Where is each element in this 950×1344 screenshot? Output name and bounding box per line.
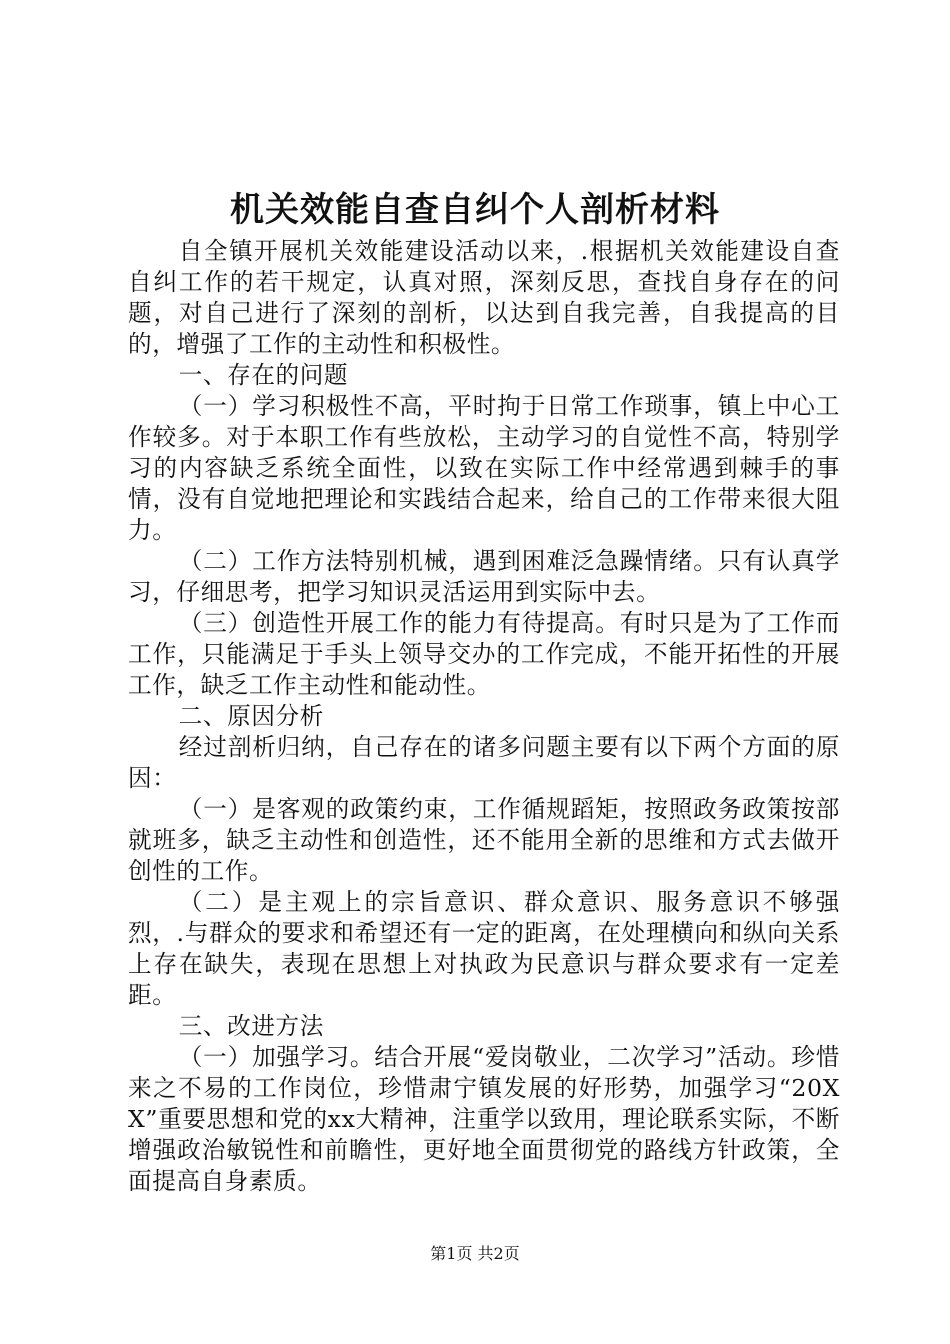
paragraph-cause-2: （二）是主观上的宗旨意识、群众意识、服务意识不够强烈，.与群众的要求和希望还有一定的距离，在处理横向和纵向关系上存在缺失，表现在思想上对执政为民意识与群众要求有一定差距。 <box>128 888 840 1009</box>
paragraph-problem-2: （二）工作方法特别机械，遇到困难泛急躁情绪。只有认真学习，仔细思考，把学习知识灵活运用到实际中去。 <box>128 547 840 606</box>
section-heading-improvements: 三、改进方法 <box>178 1012 324 1040</box>
document-body <box>128 236 840 1197</box>
section-heading-problems: 一、存在的问题 <box>178 361 349 389</box>
paragraph-cause-1: （一）是客观的政策约束，工作循规蹈矩，按照政务政策按部就班多，缺乏主动性和创造性，还不能用全新的思维和方式去做开创性的工作。 <box>128 795 840 885</box>
paragraph-problem-1: （一）学习积极性不高，平时拘于日常工作琐事，镇上中心工作较多。对于本职工作有些放松，主动学习的自觉性不高，特别学习的内容缺乏系统全面性，以致在实际工作中经常遇到棘手的事情，没有自觉地把理论和实践结合起来，给自己的工作带来很大阻力。 <box>128 392 840 544</box>
paragraph-intro: 自全镇开展机关效能建设活动以来，.根据机关效能建设自查自纠工作的若干规定，认真对照，深刻反思，查找自身存在的问题，对自己进行了深刻的剖析，以达到自我完善，自我提高的目的，增强了工作的主动性和积极性。 <box>128 237 840 358</box>
paragraph-improvement-1: （一）加强学习。结合开展“爱岗敬业，二次学习”活动。珍惜来之不易的工作岗位，珍惜肃宁镇发展的好形势，加强学习“20XX”重要思想和党的xx大精神，注重学以致用，理论联系实际，不断增强政治敏锐性和前瞻性，更好地全面贯彻党的路线方针政策，全面提高自身素质。 <box>128 1043 840 1195</box>
paragraph-causes-intro: 经过剖析归纳，自己存在的诸多问题主要有以下两个方面的原因： <box>128 733 840 792</box>
paragraph-problem-3: （三）创造性开展工作的能力有待提高。有时只是为了工作而工作，只能满足于手头上领导交办的工作完成，不能开拓性的开展工作，缺乏工作主动性和能动性。 <box>128 609 840 699</box>
document-title: 机关效能自查自纠个人剖析材料 <box>230 190 720 230</box>
page-number-footer: 第1页 共2页 <box>430 1244 520 1263</box>
section-heading-causes: 二、原因分析 <box>178 702 324 730</box>
